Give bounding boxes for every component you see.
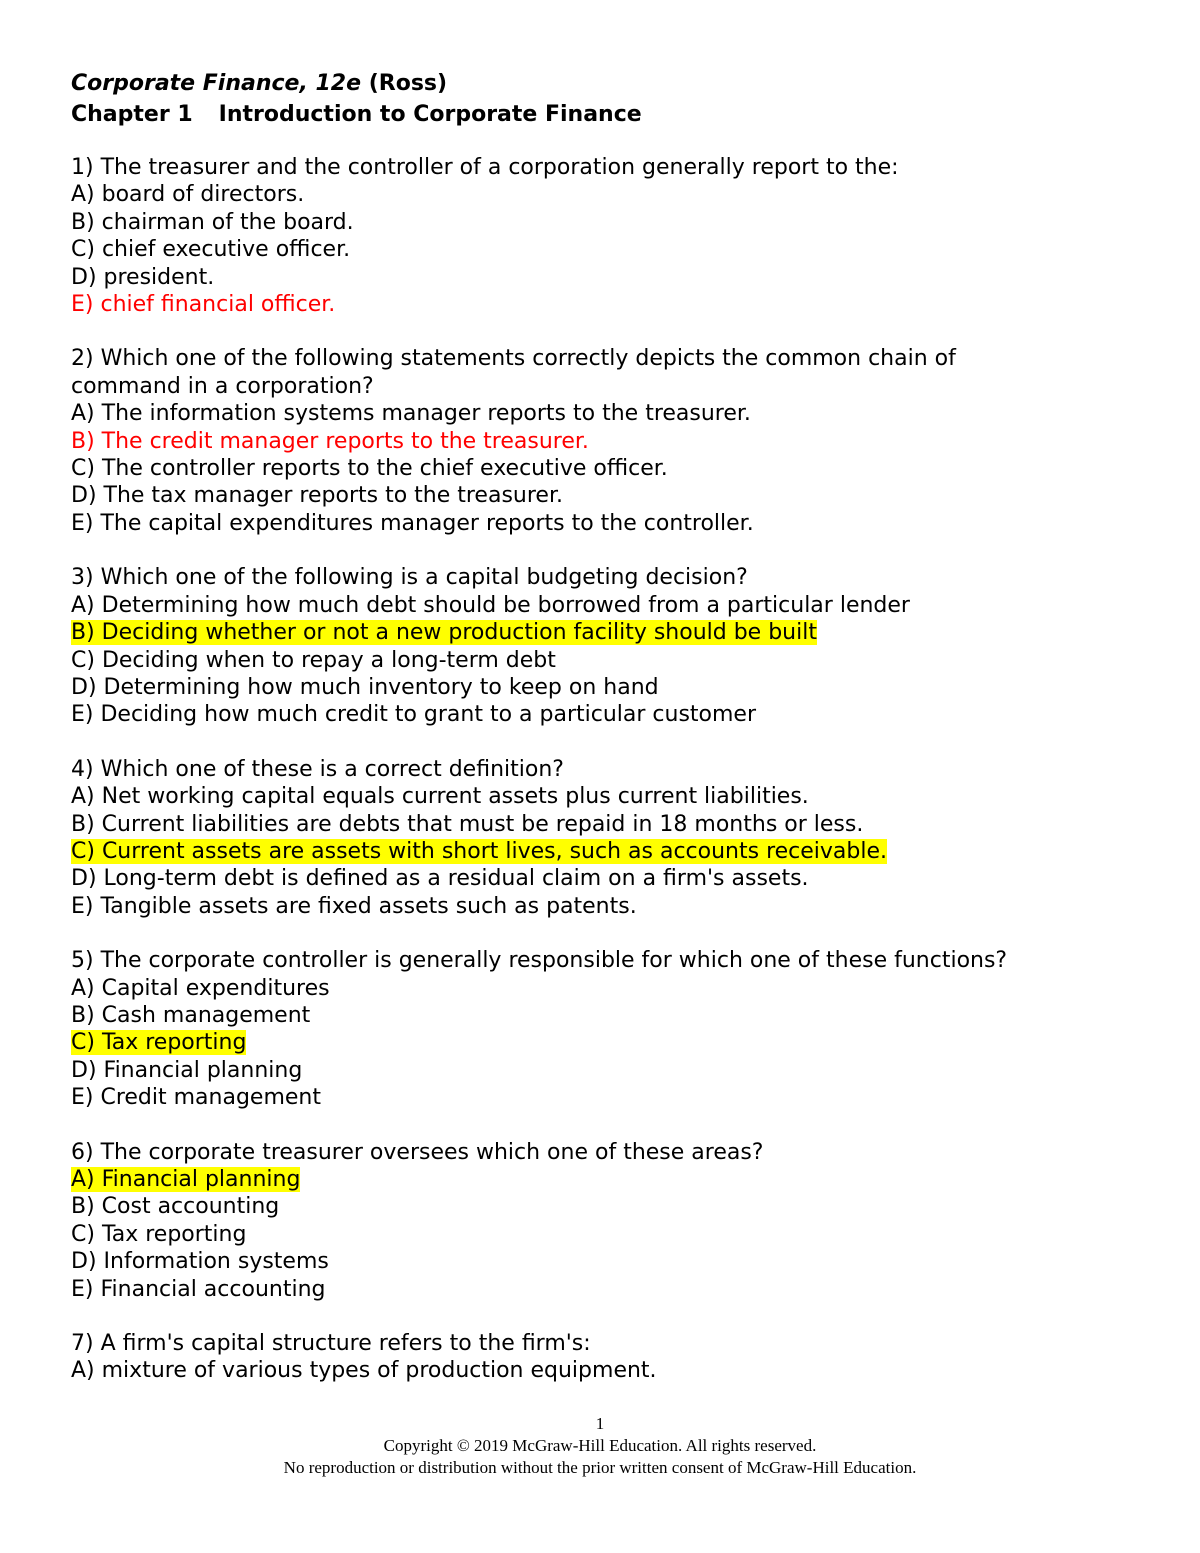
answer-option: [71, 1221, 1151, 1248]
reproduction-notice: No reproduction or distribution without the prior written consent of McGraw-Hill Education.: [283, 1458, 917, 1477]
answer-option: [71, 181, 1151, 208]
question-block: [71, 1139, 1151, 1303]
chapter-label: Chapter 1: [71, 102, 193, 127]
answer-option-text: E) Tangible assets are fixed assets such as patents.: [71, 893, 637, 919]
book-author: (Ross): [368, 71, 448, 96]
answer-option: [71, 592, 1151, 619]
question-list: [71, 154, 1151, 1385]
answer-option: [71, 1057, 1151, 1084]
answer-option: [71, 1002, 1151, 1029]
page-number: 1: [595, 1414, 605, 1433]
answer-option: [71, 1084, 1151, 1111]
answer-option-text: E) Credit management: [71, 1085, 322, 1111]
answer-option-text: B) The credit manager reports to the treasurer.: [71, 428, 589, 454]
question-text: 4) Which one of these is a correct definition?: [71, 756, 564, 782]
answer-option: [71, 1193, 1151, 1220]
answer-option-text: D) The tax manager reports to the treasurer.: [71, 483, 563, 509]
answer-option-text: A) Net working capital equals current assets plus current liabilities.: [71, 784, 809, 810]
answer-option-text: C) Tax reporting: [71, 1221, 247, 1247]
question-block: [71, 1330, 1151, 1385]
answer-option-text: D) Information systems: [71, 1249, 329, 1275]
question-text: 1) The treasurer and the controller of a corporation generally report to the:: [71, 155, 899, 180]
answer-option-text: C) The controller reports to the chief executive officer.: [71, 456, 668, 482]
chapter-heading: [71, 99, 1151, 130]
answer-option-text: C) Current assets are assets with short lives, such as accounts receivable.: [71, 838, 888, 864]
answer-option: [71, 236, 1151, 263]
answer-option: [71, 510, 1151, 537]
answer-option: [71, 1248, 1151, 1275]
answer-option-text: E) Deciding how much credit to grant to a particular customer: [71, 702, 757, 728]
question-text: 5) The corporate controller is generally responsible for which one of these functions?: [71, 948, 1008, 974]
book-title-line: [71, 68, 1151, 99]
answer-option-text: C) chief executive officer.: [71, 237, 351, 263]
chapter-title: Introduction to Corporate Finance: [218, 102, 642, 127]
answer-option: [71, 400, 1151, 427]
answer-option-text: E) chief financial officer.: [71, 292, 336, 318]
answer-option-text: B) Cost accounting: [71, 1194, 280, 1220]
answer-option: [71, 1357, 1151, 1384]
answer-option-text: A) The information systems manager reports to the treasurer.: [71, 401, 751, 427]
correct-answer-option: [71, 428, 1151, 455]
answer-option: [71, 783, 1151, 810]
question-text: 7) A firm's capital structure refers to the firm's:: [71, 1331, 591, 1357]
answer-option: [71, 647, 1151, 674]
answer-option-text: E) Financial accounting: [71, 1276, 326, 1302]
answer-option: [71, 893, 1151, 920]
correct-answer-option: [71, 1029, 1151, 1056]
copyright-notice: Copyright © 2019 McGraw-Hill Education. All rights reserved.: [383, 1436, 817, 1455]
answer-option: [71, 482, 1151, 509]
correct-answer-option: [71, 838, 1151, 865]
correct-answer-option: [71, 1166, 1151, 1193]
answer-option: [71, 865, 1151, 892]
answer-option: [71, 1276, 1151, 1303]
answer-option: [71, 264, 1151, 291]
answer-option-text: A) mixture of various types of production equipment.: [71, 1358, 657, 1384]
document-page: [71, 68, 1151, 1412]
answer-option: [71, 455, 1151, 482]
answer-option-text: E) The capital expenditures manager reports to the controller.: [71, 510, 754, 536]
answer-option: [71, 811, 1151, 838]
answer-option: [71, 209, 1151, 236]
answer-option-text: B) Cash management: [71, 1002, 311, 1028]
question-text: 3) Which one of the following is a capital budgeting decision?: [71, 565, 748, 591]
answer-option-text: B) Deciding whether or not a new production facility should be built: [71, 620, 817, 646]
answer-option-text: A) board of directors.: [71, 182, 305, 208]
question-text: 6) The corporate treasurer oversees which one of these areas?: [71, 1139, 764, 1165]
answer-option-text: C) Tax reporting: [71, 1030, 247, 1056]
answer-option-text: D) Determining how much inventory to keep on hand: [71, 674, 659, 700]
answer-option-text: B) chairman of the board.: [71, 209, 354, 235]
question-block: [71, 345, 1151, 537]
answer-option-text: A) Determining how much debt should be borrowed from a particular lender: [71, 592, 910, 618]
answer-option-text: D) president.: [71, 264, 215, 290]
answer-option: [71, 674, 1151, 701]
question-block: [71, 756, 1151, 920]
page-footer: [0, 1413, 1200, 1479]
question-block: [71, 947, 1151, 1111]
question-block: [71, 154, 1151, 318]
answer-option-text: A) Financial planning: [71, 1167, 301, 1192]
book-title: Corporate Finance, 12e: [71, 71, 362, 96]
question-text: 2) Which one of the following statements correctly depicts the common chain of command in a corporation?: [71, 346, 956, 399]
answer-option-text: D) Financial planning: [71, 1057, 303, 1083]
correct-answer-option: [71, 291, 1151, 318]
question-block: [71, 564, 1151, 728]
correct-answer-option: [71, 619, 1151, 646]
answer-option-text: B) Current liabilities are debts that must be repaid in 18 months or less.: [71, 811, 864, 837]
answer-option-text: A) Capital expenditures: [71, 975, 330, 1001]
answer-option-text: C) Deciding when to repay a long-term debt: [71, 647, 556, 673]
answer-option: [71, 975, 1151, 1002]
answer-option-text: D) Long-term debt is defined as a residual claim on a firm's assets.: [71, 866, 809, 892]
answer-option: [71, 701, 1151, 728]
